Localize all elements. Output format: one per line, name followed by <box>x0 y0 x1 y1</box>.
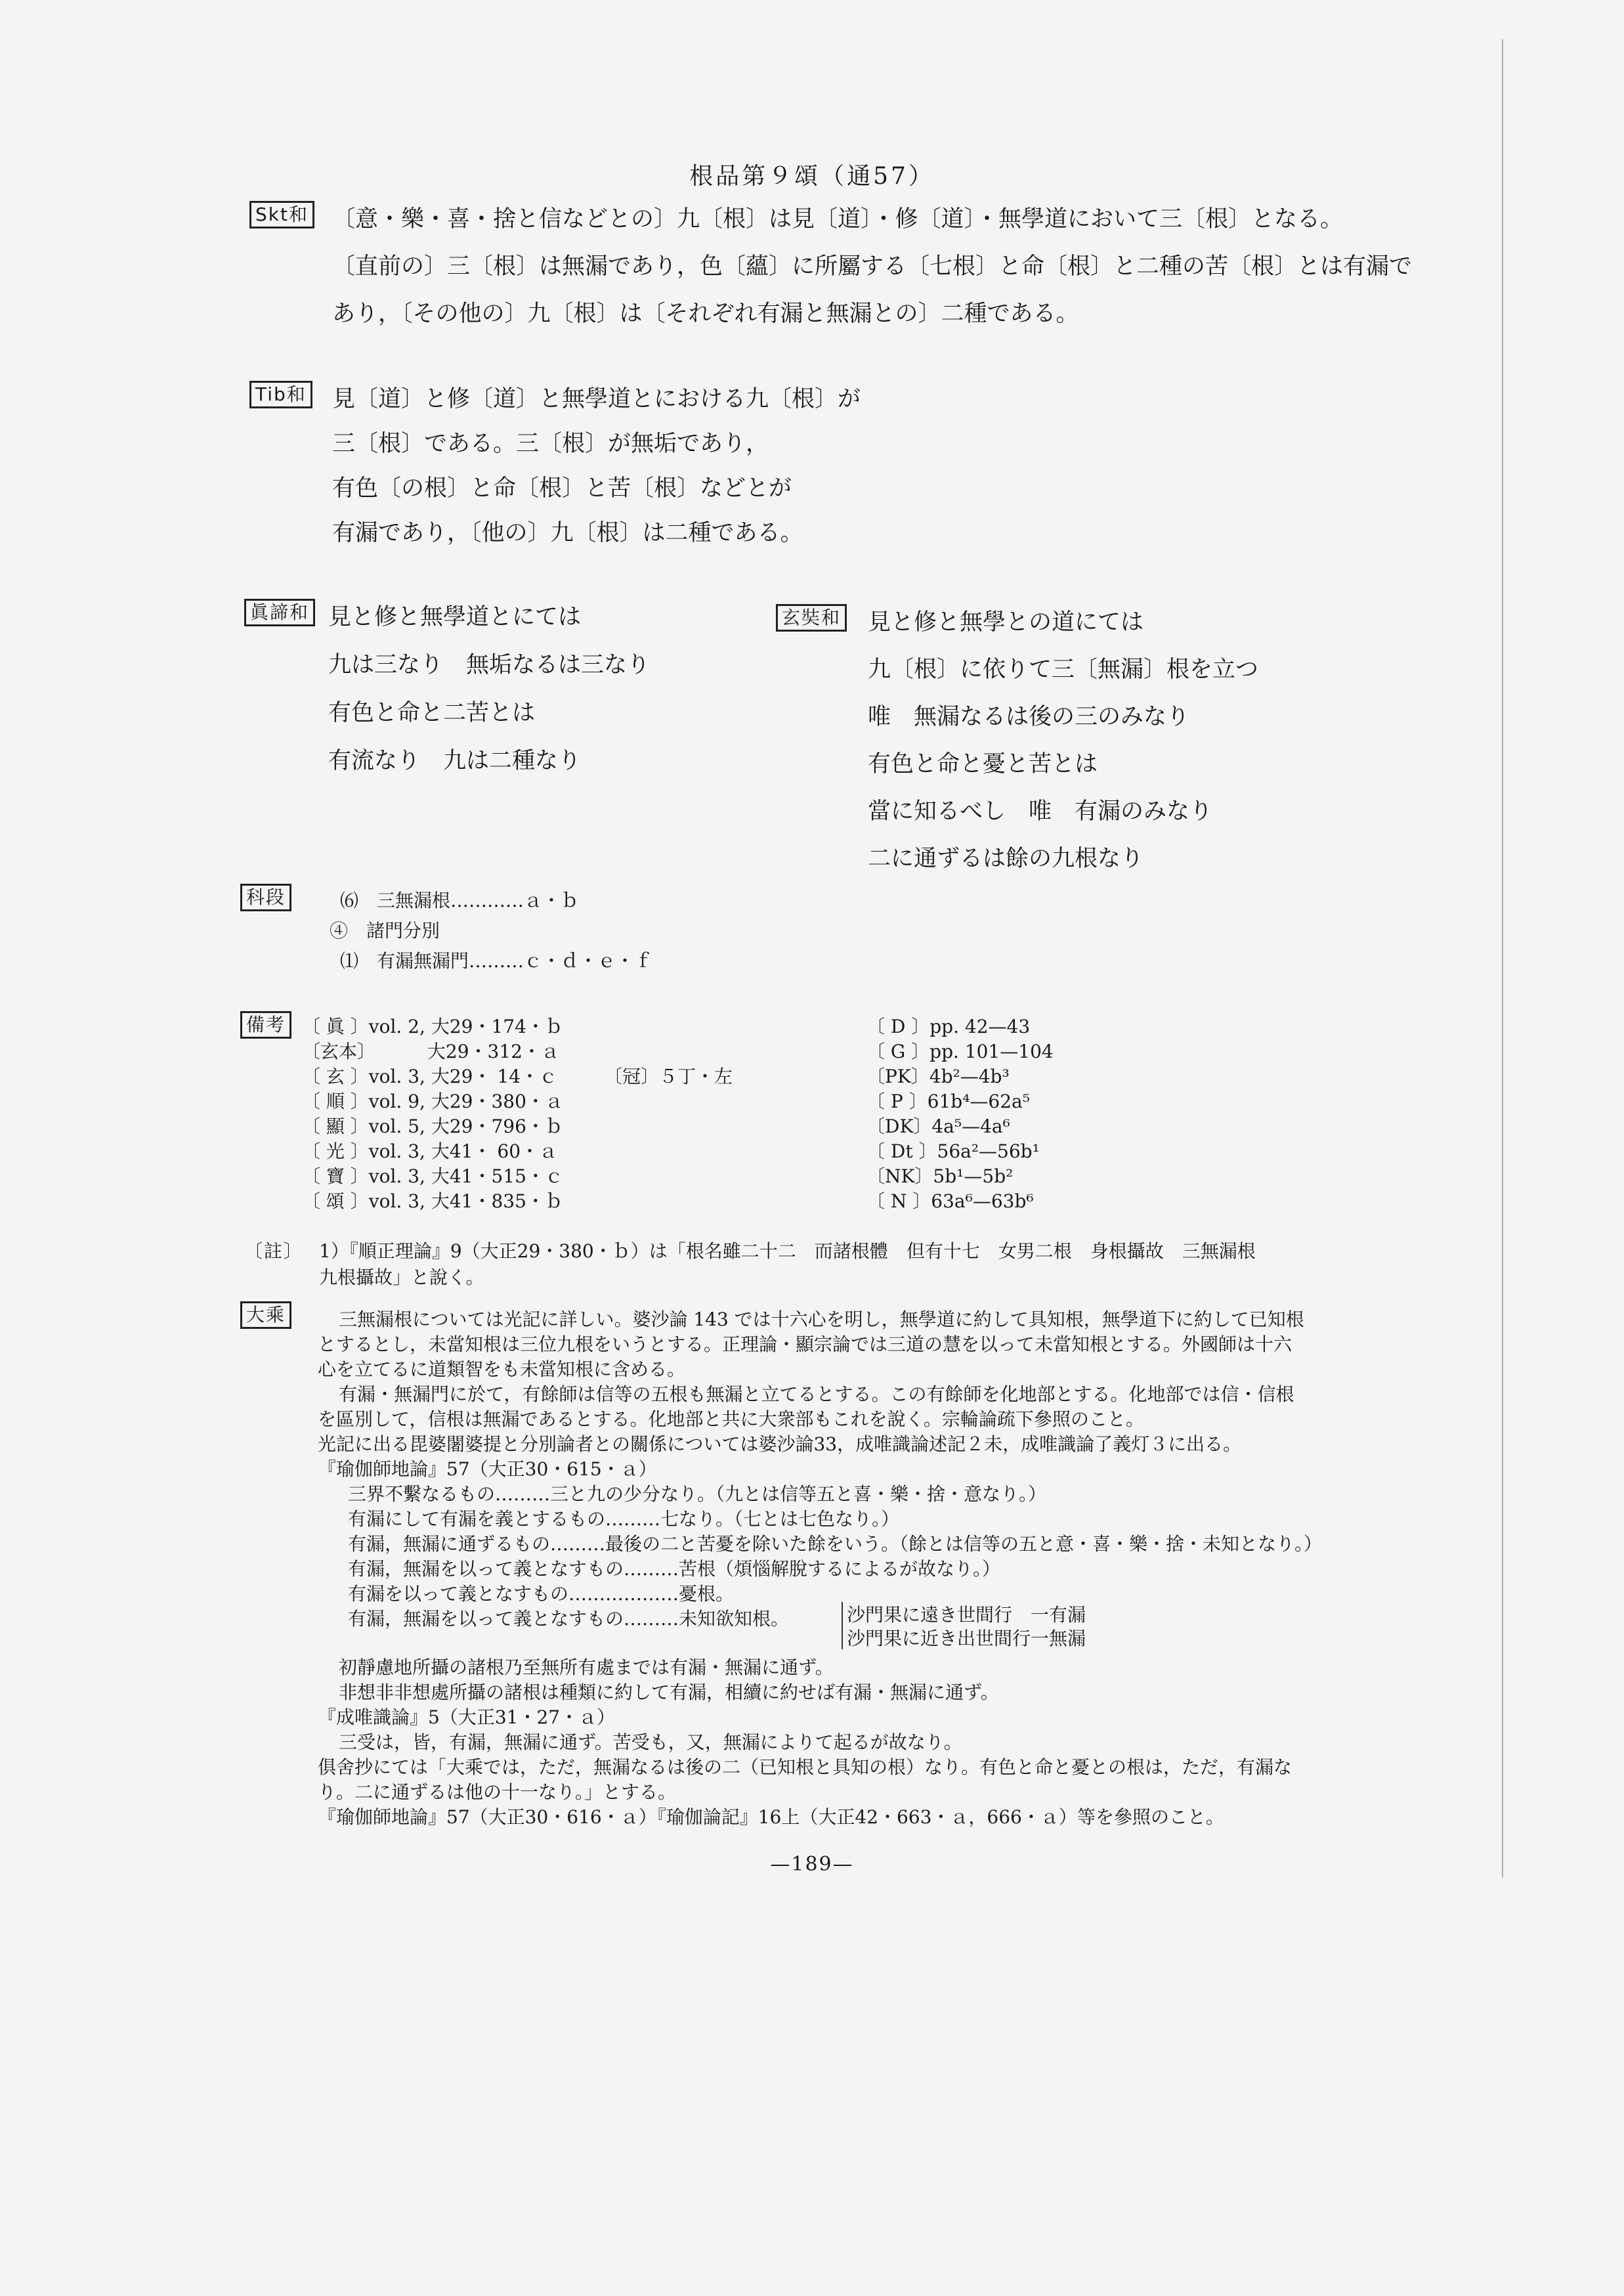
kadan-line-3: ⑴ 有漏無漏門………ｃ・ｄ・ｅ・ｆ <box>340 950 653 972</box>
daijo-line-18: 俱舍抄にては「大乘では，ただ，無漏なるは後の二（已知根と具知の根）なり。有色と命と憂との根は，ただ，有漏な <box>318 1756 1293 1778</box>
kadan-line-2: ④ 諸門分別 <box>330 920 440 942</box>
genjo-label: 玄奘和 <box>776 604 847 632</box>
scan-edge-line <box>1502 39 1503 1878</box>
biko-left-6: 〔 光 〕vol. 3, 大41・ 60・ａ <box>302 1140 558 1162</box>
chu-label-wrap: 〔註〕 <box>244 1240 304 1262</box>
daijo-line-19: り。二に通ずるは他の十一なり。」とする。 <box>318 1781 677 1803</box>
biko-right-6: 〔 Dt 〕56a²—56b¹ <box>866 1140 1040 1162</box>
daijo-line-7: 『瑜伽師地論』57（大正30・615・ａ） <box>318 1458 657 1480</box>
biko-left-5: 〔 顯 〕vol. 5, 大29・796・ｂ <box>302 1116 563 1137</box>
genjo-line-3: 唯 無漏なるは後の三のみなり <box>868 704 1190 730</box>
daijo-line-15: 非想非非想處所攝の諸根は種類に約して有漏，相續に約せば有漏・無漏に通ず。 <box>339 1681 999 1703</box>
genjo-line-1: 見と修と無學との道にては <box>868 609 1144 636</box>
biko-right-4: 〔 P 〕61b⁴—62a⁵ <box>866 1091 1030 1112</box>
skt-label: Skt和 <box>249 201 314 228</box>
genjo-line-2: 九〔根〕に依りて三〔無漏〕根を立つ <box>868 657 1259 683</box>
daijo-line-16: 『成唯識論』5（大正31・27・ａ） <box>318 1706 616 1728</box>
kadan-label: 科段 <box>240 884 291 911</box>
genjo-line-5: 當に知るべし 唯 有漏のみなり <box>868 798 1213 825</box>
daijo-line-10: 有漏，無漏に通ずるもの………最後の二と苦憂を除いた餘をいう。（餘とは信等の五と意・喜・樂・捨・未知となり。） <box>348 1533 1323 1555</box>
biko-right-2: 〔 G 〕pp. 101—104 <box>866 1041 1054 1062</box>
biko-left-8: 〔 頌 〕vol. 3, 大41・835・ｂ <box>302 1190 563 1212</box>
biko-left-2: 〔玄本〕 大29・312・ａ <box>302 1041 559 1062</box>
genjo-line-4: 有色と命と憂と苦とは <box>868 751 1098 777</box>
genjo-line-6: 二に通ずるは餘の九根なり <box>868 846 1144 872</box>
skt-line-2: 〔直前の〕三〔根〕は無漏であり，色〔蘊〕に所屬する〔七根〕と命〔根〕と二種の苦〔根〕とは有漏で <box>332 253 1413 280</box>
daijo-line-17: 三受は，皆，有漏，無漏に通ず。苦受も，又，無漏によりて起るが故なり。 <box>339 1731 962 1753</box>
tib-line-1: 見〔道〕と修〔道〕と無學道とにおける九〔根〕が <box>332 386 861 412</box>
biko-left-7: 〔 寶 〕vol. 3, 大41・515・ｃ <box>302 1165 563 1187</box>
tib-line-2: 三〔根〕である。三〔根〕が無垢であり， <box>332 431 769 457</box>
biko-right-5: 〔DK〕4a⁵—4a⁶ <box>866 1116 1010 1137</box>
chu-label: 註 <box>264 1240 284 1262</box>
daijo-line-4: 有漏・無漏門に於て，有餘師は信等の五根も無漏と立てるとする。この有餘師を化地部とする。化地部では信・信根 <box>339 1383 1294 1405</box>
biko-right-1: 〔 D 〕pp. 42—43 <box>866 1016 1031 1037</box>
biko-right-7: 〔NK〕5b¹—5b² <box>866 1165 1014 1187</box>
tib-line-4: 有漏であり，〔他の〕九〔根〕は二種である。 <box>332 520 803 546</box>
shindai-line-1: 見と修と無學道とにては <box>328 604 582 630</box>
biko-left-1: 〔 眞 〕vol. 2, 大29・174・ｂ <box>302 1016 563 1037</box>
biko-kan: 〔冠〕５丁・左 <box>604 1066 733 1087</box>
daijo-line-12: 有漏を以って義となすもの………………憂根。 <box>348 1583 735 1605</box>
side-note-bracket <box>842 1602 843 1649</box>
daijo-side-note-2: 沙門果に近き出世間行一無漏 <box>847 1628 1086 1649</box>
daijo-line-9: 有漏にして有漏を義とするもの………七なり。（七とは七色なり。） <box>348 1508 900 1530</box>
biko-label: 備考 <box>240 1011 291 1039</box>
tib-label: Tib和 <box>249 381 312 408</box>
shindai-line-3: 有色と命と二苦とは <box>328 700 536 726</box>
page-number: —189— <box>770 1853 854 1876</box>
daijo-line-2: とするとし，未當知根は三位九根をいうとする。正理論・顯宗論では三道の慧を以って未當知根とする。外國師は十六 <box>318 1333 1293 1355</box>
biko-left-4: 〔 順 〕vol. 9, 大29・380・ａ <box>302 1091 563 1112</box>
kadan-line-1: ⑹ 三無漏根…………ａ・ｂ <box>340 890 580 911</box>
daijo-line-13: 有漏，無漏を以って義となすもの………未知欲知根。 <box>348 1608 790 1630</box>
daijo-line-3: 心を立てるに道類智をも未當知根に含める。 <box>318 1358 686 1380</box>
biko-right-3: 〔PK〕4b²—4b³ <box>866 1066 1010 1087</box>
daijo-line-14: 初靜慮地所攝の諸根乃至無所有處までは有漏・無漏に通ず。 <box>339 1657 834 1678</box>
skt-line-1: 〔意・樂・喜・捨と信などとの〕九〔根〕は見〔道〕・修〔道〕・無學道において三〔根〕となる。 <box>332 206 1344 232</box>
daijo-line-1: 三無漏根については光記に詳しい。婆沙論 143 では十六心を明し，無學道に約して具知根，無學道下に約して已知根 <box>339 1309 1304 1330</box>
daijo-label: 大乘 <box>240 1301 291 1329</box>
shindai-line-2: 九は三なり 無垢なるは三なり <box>328 652 651 678</box>
daijo-line-6: 光記に出る毘婆闍婆提と分別論者との關係については婆沙論33，成唯識論述記２未，成唯識論了義灯３に出る。 <box>318 1433 1242 1455</box>
daijo-line-11: 有漏，無漏を以って義となすもの………苦根（煩惱解脫するによるが故なり。） <box>348 1558 1001 1580</box>
skt-line-3: あり，〔その他の〕九〔根〕は〔それぞれ有漏と無漏との〕二種である。 <box>332 301 1079 327</box>
tib-line-3: 有色〔の根〕と命〔根〕と苦〔根〕などとが <box>332 475 792 502</box>
chu-line-1: 1）『順正理論』9（大正29・380・ｂ）は「根名雖二十二 而諸根體 但有十七 女男二根 身根攝故 三無漏根 <box>319 1240 1256 1262</box>
page-title: 根品第９頌（通57） <box>689 163 935 190</box>
daijo-line-5: を區別して，信根は無漏であるとする。化地部と共に大衆部もこれを說く。宗輪論疏下參照のこと。 <box>318 1408 1144 1430</box>
shindai-line-4: 有流なり 九は二種なり <box>328 748 582 774</box>
daijo-side-note-1: 沙門果に遠き世間行 一有漏 <box>847 1604 1086 1626</box>
biko-right-8: 〔 N 〕63a⁶—63b⁶ <box>866 1190 1034 1212</box>
shindai-label: 眞諦和 <box>244 599 315 626</box>
biko-left-3: 〔 玄 〕vol. 3, 大29・ 14・ｃ <box>302 1066 558 1087</box>
daijo-line-20: 『瑜伽師地論』57（大正30・616・ａ）『瑜伽論記』16上（大正42・663・ａ，666・ａ）等を參照のこと。 <box>318 1806 1224 1828</box>
chu-line-2: 九根攝故」と說く。 <box>319 1267 484 1288</box>
daijo-line-8: 三界不繫なるもの………三と九の少分なり。（九とは信等五と喜・樂・捨・意なり。） <box>348 1483 1047 1505</box>
